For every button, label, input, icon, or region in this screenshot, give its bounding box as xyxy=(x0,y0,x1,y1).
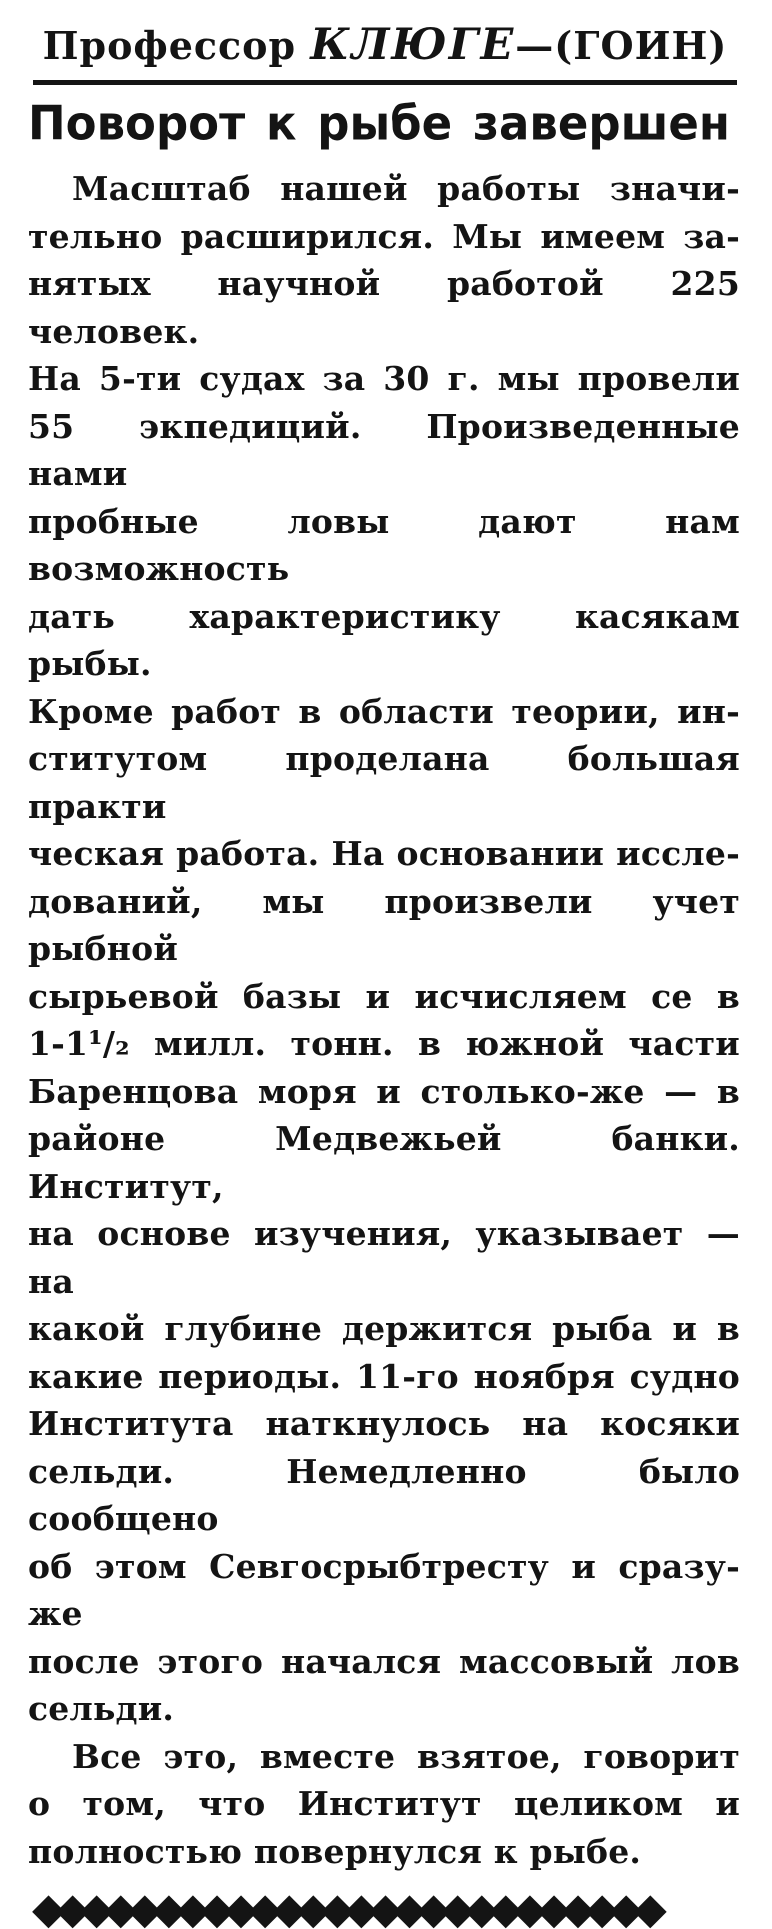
article-line: 1-1¹/₂ милл. тонн. в южной части xyxy=(28,1024,740,1063)
article-line: дать характеристику касякам рыбы. xyxy=(28,596,740,683)
article-line: какой глубине держится рыба и в xyxy=(28,1309,740,1348)
article-line: пробные ловы дают нам возможность xyxy=(28,501,740,588)
kicker-prefix: Профессор xyxy=(42,23,311,68)
article-line: об этом Севгосрыбтресту и сразу-же xyxy=(28,1546,740,1633)
article-line: дований, мы произвели учет рыбной xyxy=(28,881,740,968)
article-line: сельди. Немедленно было сообщено xyxy=(28,1451,740,1538)
article-line: после этого начался массовый лов xyxy=(28,1641,740,1681)
article-line: 55 экпедиций. Произведенные нами xyxy=(28,406,740,493)
article-headline: Поворот к рыбе завершен xyxy=(28,95,730,152)
article-line: Баренцова моря и столько-же — в xyxy=(28,1071,740,1111)
article-line: Масштаб нашей работы значи- xyxy=(72,169,740,208)
article-line: На 5-ти судах за 30 г. мы провели xyxy=(28,359,740,398)
article-line: о том, что Институт целиком и xyxy=(28,1784,740,1823)
diamond-divider: ◆◆◆◆◆◆◆◆◆◆◆◆◆◆◆◆◆◆◆◆◆◆◆◆◆◆ xyxy=(32,1889,658,1929)
article-body xyxy=(28,165,740,1875)
kicker-name: КЛЮГЕ xyxy=(310,20,516,70)
article-line: на основе изучения, указывает — на xyxy=(28,1214,740,1301)
article-line: Института наткнулось на косяки xyxy=(28,1404,740,1443)
article-line: Кроме работ в области теории, ин- xyxy=(28,691,740,731)
article-line: тельно расширился. Мы имеем за- xyxy=(28,216,740,256)
kicker-suffix: —(ГОИН) xyxy=(515,23,728,68)
article-line: полностью повернулся к рыбе. xyxy=(28,1831,642,1871)
article-line: районе Медвежьей банки. Институт, xyxy=(28,1119,740,1206)
article-kicker-row xyxy=(28,20,742,85)
article-line: какие периоды. 11-го ноября судно xyxy=(28,1356,740,1396)
article-line: нятых научной работой 225 человек. xyxy=(28,264,740,351)
article-line: Все это, вместе взятое, говорит xyxy=(72,1736,740,1776)
article-line: сельди. xyxy=(28,1689,175,1728)
article-line: сырьевой базы и исчисляем се в xyxy=(28,976,740,1016)
article-kicker xyxy=(33,20,738,85)
article-line: ститутом проделана большая практи xyxy=(28,739,740,826)
article-line: ческая работа. На основании иссле- xyxy=(28,834,740,873)
